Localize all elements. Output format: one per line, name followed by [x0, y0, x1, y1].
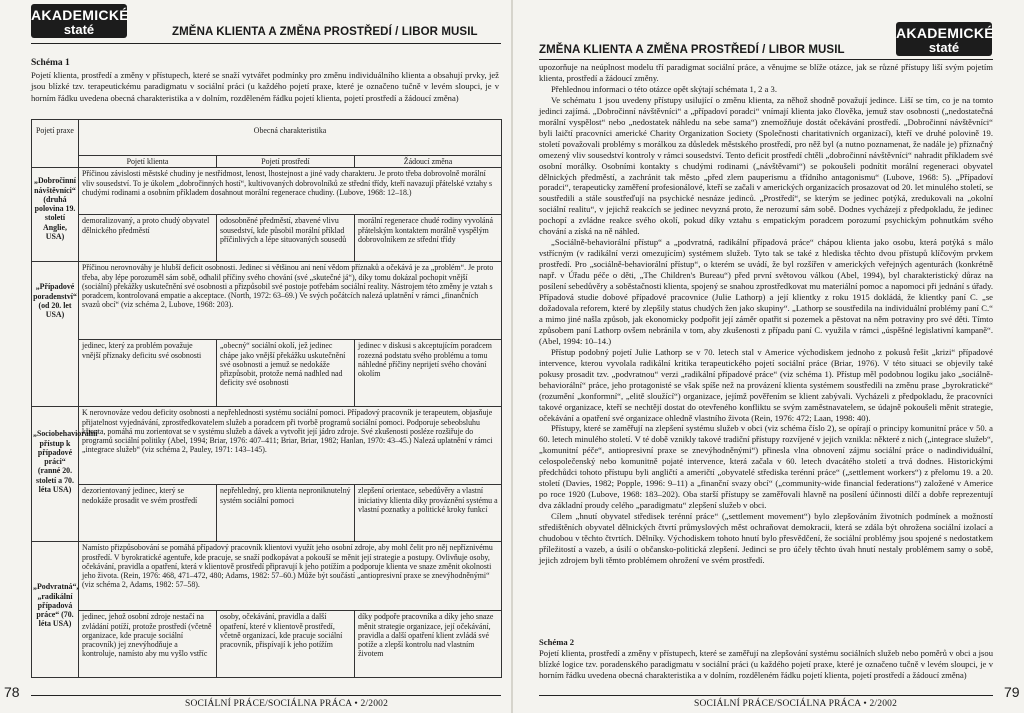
running-head: ZMĚNA KLIENTA A ZMĚNA PROSTŘEDÍ / LIBOR MUSIL	[539, 44, 845, 56]
badge-line-2: staté	[928, 40, 960, 55]
header-client: Pojetí klienta	[79, 156, 217, 168]
page-number: 78	[4, 684, 20, 700]
header-practice: Pojetí praxe	[32, 120, 79, 168]
paragraph: „Sociálně-behaviorální přístup“ a „podvratná, radikální případová práce“ chápou klienta jako osobu, která potýká s málo vstřícným (v radikální verzi omezujícím) systémem služeb. Tyto tak se také z hlediska těchto dvou přístupů klíčovým prvkem prostředí. Pro „sociálně-behaviorální přístup“, o kterém se uvádí, že byl rozšířen v amerických veřejných agenturách (konkrétně např. v Úřadu péče o děti, „The Children's Bureau“) před první světovou válkou (Abel, 1994), byl charakteristický důraz na posílení sebedůvěry a soběstačnosti klienta, spojený se snahou zprostředkovat mu materiální pomoc a napomoci při jednání s úřady. Případová studie dobové případové pracovnice (Julie Lathorp) a její klientky z roku 1915 dokládá, že klientky paní C. „se dožadovala reforem, které by zlepšily status chudých žen jako skupiny“. „Lathorp se soustředila na individuální problémy paní C.“ a mimo jiné našla způsob, jak ekonomicky podpořit její záměr opatřit si pozemek a pěstovat na něm potraviny pro své děti. Tímto způsobem paní Lathorp ovšem nebránila v tom, aby zkušenosti z případu paní C. využila v rámci „úspěšné legislativní kampaně“. (Abel, 1994: 10–14.)	[539, 237, 993, 346]
row-client: demoralizovaný, a proto chudý obyvatel dělnického předměstí	[79, 215, 217, 262]
paragraph: Cílem „hnutí obyvatel středisek terénní práce“ („settlement movement“) bylo zlepšováním životních podmínek a možností středištěních obyvatel dělnických čtvrtí průmyslových měst ochraňovat demokracii, která se zdála být ohrožena sociální izolací a chudobou v těchto čtvrtích. Dělníky. Východiskem tohoto hnutí bylo přesvědčení, že sociální problémy jsou spojené s nedostatkem příležitostí a vazeb, a úsilí o občansko-politická zlepšení. Jedinci se pro účely těchto úvah hnutí nestaly problémem samy o sobě, jejich zdrojem byli těmto problémem ohrožení ve svém prostředí.	[539, 511, 993, 565]
header-rule	[539, 59, 993, 60]
badge-line-2: staté	[63, 22, 95, 37]
row-change: morální regenerace chudé rodiny vyvoláná přátelským kontaktem morálně vyspělým dobrovolníkem ze střední třídy	[355, 215, 502, 262]
paragraph: Ve schématu 1 jsou uvedeny přístupy usilující o změnu klienta, za něhož shodně považují jedince. Liší se tím, co je na tomto jedinci zajímá. „Dobročinní návštěvníci“ a „případoví poradci“ vnímají klienta jako člověka, jemuž stav osobnosti („nedostatečná morální vyspělost“ nebo „nedostatek náhledu na sebe sama“) znemožňuje dostát očekávání prostředí. „Dobročinní návštěvníci“ byli laičtí pracovníci americké Charity Organization Society (Společnosti charitativních organizací), kteří ve druhé polovině 19. století považovali problémy s morálkou za důsledek městského prostředí, pro něž byl (a nutno poznamenat, že nadále je) příznačný omezený vliv sousedství kontroly v rámci sousedství. Tento deficit prostředí chtěli „dobročinní návštěvníci“ nahradit příkladem své osobní morálky. Osobními kontakty s chudými rodinami („návštěvami“) se pokoušeli podnítit morální regeneraci obyvatel dělnických předměstí, a zachránit tak město „před zlem pauperismu a třídního antagonismu“ (Lubove, 1968: 5). „Případoví poradci“, terapeuticky zaměření profesionálové, kteří se začali v amerických organizacích prosazovat od 20. let minulého století, se soustředili a stále soustřeďují na psychické nesnáze jedinců. „Prostředí“, se kterým se jedinec potýká, zredukovali na „okolní sociální realitu“, v jejichž reakcích se jedinec nevyzná proto, že nerozumí sám sobě. Dodnes vycházejí z předpokladu, že jedinec pochopí a zvládne reakce svého okolí, pokud díky vztahu s empatickým poradcem porozumí psychickým pohnutkám svého chování a získá na ně náhled.	[539, 94, 993, 237]
row-change: zlepšení orientace, sebedůvěry a vlastní iniciativy klienta díky prováznění systému a vlastní poznatky a politické kroky funkcí	[355, 485, 502, 542]
header-environment: Pojetí prostředí	[217, 156, 355, 168]
table-row-split	[32, 485, 502, 542]
header-rule	[31, 43, 501, 44]
scheme-title: Schéma 1	[31, 58, 70, 68]
row-label: „Případové poradenství“ (od 20. let USA)	[32, 262, 79, 407]
table-row	[32, 262, 502, 340]
row-label: „Sociobehaviorální přístup k případové práci“ (ranné 20. století a 70. léta USA)	[32, 407, 79, 542]
badge-line-1: AKADEMICKÉ	[31, 7, 129, 23]
paragraph: Přehlednou informaci o této otázce opět skýtají schémata 1, 2 a 3.	[551, 83, 777, 94]
table-header-row	[32, 120, 502, 156]
row-label: „Dobročinní návštěvníci“ (druhá polovina 19. století Anglie, USA)	[32, 168, 79, 262]
row-client: jedinec, jehož osobní zdroje nestačí na zvládání potíží, protože prostředí (včetně organizace, kde pracuje sociální pracovník) jej znevýhodňuje a kontroluje, namísto aby mu vyšlo vstříc	[79, 611, 217, 678]
header-change: Žádoucí změna	[355, 156, 502, 168]
row-environment: odosobněné předměstí, zbavené vlivu sousedství, kde působil morální příklad příčinlivých a lépe situovaných sousedů	[217, 215, 355, 262]
paragraph: upozorňuje na neúplnost modelu tří paradigmat sociální práce, a věnujme se blíže otázce, jak se různé přístupy liší svým pojetím klienta, prostředí a žádoucí změny.	[539, 62, 993, 83]
table-row-split	[32, 215, 502, 262]
row-environment: osoby, očekávání, pravidla a další opatření, které v klientově prostředí, včetně organizací, kde pracuje sociální pracovník, přispívají k jeho potížím	[217, 611, 355, 678]
scheme-2-block	[539, 637, 993, 681]
row-change: jedinec v diskusi s akceptujícím poradcem rozezná podstatu svého problému a tomu náhledné příčiny neprijetí svého chování okolím	[355, 340, 502, 407]
page-number: 79	[1004, 684, 1020, 700]
footer-rule	[31, 695, 501, 696]
article-body	[539, 62, 993, 584]
paragraph: Přístup podobný pojetí Julie Lathorp se v 70. letech stal v Americe východiskem jednoho z pokusů řešit „krizi“ případové intervence, kterou vyvolala radikální kritika terapeutického pojetí sociální práce (Briar, 1976). V této situaci se objevily také pokusy prosadit tzv. „podvratnou“ verzi „radikální případové práce“ (viz schéma 1). Přístup měl podobnou logiku jako „sociálně-behaviorální“ práce, jeho protagonisté se však spíše než na provázení klienta systémem soustředili na změnu prase „byrokratické“ (rozumění „konformní“, „elitě sloužící“) organizace, jejímž pověřením se klient zabývali. Vycházeli z předpokladu, že pracovníci takové organizace, kteří se nechtějí dostat do otevřeného konfliktu se svým zaměstnavatelem, se údajně pokoušeli měnit strategie, očekávání a opatření své organizace ohledně vlastního života (Rein, 1976: 472; Laan, 1998: 40).	[539, 346, 993, 423]
row-general: Příčinou nerovnováhy je hlubší deficit osobnosti. Jedinec si většinou ani není vědom příznaků a očekává je za „problém“. Je proto třeba, aby lépe porozuměl sám sobě, odhalil příčiny svého chování (své „skutečné já“), díky tomu dokázal pochopit vnější (sociální) překážky uskutečnění své osobnosti a přizpůsobil své postoje potřebám sociální reality. Nástrojem této změny je vztah s poradcem, kontrolovaná empatie a akceptace. (North, 1972: 63–69.) Ve svých počátcích nalezá uplatnění v rámci „finančních svazů obcí“ (viz schéma 2, Lubove, 1968: 203).	[79, 262, 502, 340]
row-client: jedinec, který za problém považuje vnější příznaky deficitu své osobnosti	[79, 340, 217, 407]
scheme-caption: Pojetí klienta, prostředí a změny v přístupech, které se snaží vytvářet podmínky pro změnu individuálního klienta a obsahují prvky, jež jsou blízké tzv. terapeutickému paradigmatu v sociální práci (u každého pojetí praxe, které je označeno tučně v levém sloupci, je v horním řádku uvedena obecná charakteristika a v dolním, rozděleném řádku pojetí klienta, pojetí prostředí a žádoucí změna)	[31, 70, 499, 103]
page-footer: SOCIÁLNÍ PRÁCE/SOCIÁLNA PRÁCA • 2/2002	[185, 699, 389, 709]
table-row	[32, 542, 502, 611]
footer-rule	[539, 695, 993, 696]
row-general: Příčinou závislosti městské chudiny je nestřídmost, lenost, lhostejnost a jiné vady charakteru. Je proto třeba dobrovolně morální vliv sousedství. To je úkolem „dobročinných hostí“, kultivovaných dobrovolníků ze střední třídy, kteří navazují přátelské vztahy s chudými rodinami a osobním příkladem dosahnout morální regenerace chudiny. (Lubove, 1968: 12–18.)	[79, 168, 502, 215]
section-badge	[31, 4, 127, 38]
row-general: K nerovnováze vedou deficity osobnosti a nepřehlednosti systému sociální pomoci. Případový pracovník je terapeutem, objasňuje přijatelnost vyjednávání, zprostředkovatelem služeb a poradcem při tvorbě programů sociální pomoci. Podporuje sebeobsluhu klienta, pomáhá mu zorientovat se v systému služeb a dávek a vytvořit její jádro zdroje. Své zkušenosti posléze rozšiřuje do programů sociální politiky (Abel, 1994; Briar, 1976: 407–411; Briar, Briar, 1982; Hanlan, 1970: 43–45.) Nalezá uplatnění v rámci „integrace služeb“ (viz schéma 2, Pauley, 1971: 143–145).	[79, 407, 502, 485]
section-badge	[896, 22, 992, 56]
running-head: ZMĚNA KLIENTA A ZMĚNA PROSTŘEDÍ / LIBOR MUSIL	[172, 26, 478, 38]
paragraph: Přístupy, které se zaměřují na zlepšení systému služeb v obci (viz schéma číslo 2), se opírají o principy komunitní práce v 50. a 60. letech minulého století. V té době vznikly takové tradiční přístupy rozvíjené v jejich vznikla: některé z nich („integrace služeb“, „komunitní péče“, antiopresivní praxe se znevýhodněnými“) přinesla vlna obnovení zájmu sociální práce o nadindividuální, celospolečenský nebo komunitně pojaté intervence, která začala v 60. letech dvacátého století a trvá dodnes. Historickými předchůdci tohoto přístupu byli angličtí a američtí „obyvatelé střediska terénní práce“ („settlement workers“) z přelomu 19. a 20. století (Davies, 1982; Popple, 1996: 9–11) a „finanční svazy obcí“ („community-wide financial federations“) založené v Americe po roce 1920 (Lubove, 1968: 183–202). Oba starší přístupy se zaměřovali hlavně na posílení účinnosti dílčí a dobře reprezentují dva základní proudy celého „paradigmatu“ zlepšení služeb v obci.	[539, 423, 993, 511]
scheme-2-caption: Pojetí klienta, prostředí a změny v přístupech, které se zaměřují na zlepšování systému sociálních služeb nebo poměrů v obci a jsou blízké logice tzv. poradenského paradigmatu v sociální práci (u každého pojetí praxe, které je označeno tučně v levém sloupci, je v horním řádku uvedena obecná charakteristika a v dolním, rozděleném řádku pojetí klienta, pojetí prostředí a žádoucí změna)	[539, 647, 993, 680]
scheme-2-title: Schéma 2	[539, 637, 575, 647]
page-footer: SOCIÁLNÍ PRÁCE/SOCIÁLNA PRÁCA • 2/2002	[694, 699, 898, 709]
table-row	[32, 407, 502, 485]
row-client: dezorientovaný jedinec, který se nedokáže prosadit ve svém prostředí	[79, 485, 217, 542]
row-general: Namísto přizpůsobování se pomáhá případový pracovník klientovi využít jeho osobní zdroje, aby mohl čelit pro něj nepříznivému prostředí. V byrokratické agentuře, kde pracuje, se snaží podkopávat a pokouší se měnit její strategie a postupy. Ovlivňuje osoby, očekávání, pravidla a opatření, která v klientově prostředí připravují k jeho potížím a podporuje klienta ve snaze změnit okolnosti jeho života. (Rein, 1976: 468, 471–472, 480; Adams, 1982: 57–60.) Může být součástí „antiopresivní praxe se znevýhodněnými“ (viz schéma 2, Adams, 1982: 57–58).	[79, 542, 502, 611]
table-row	[32, 168, 502, 215]
row-environment: nepřehledný, pro klienta neproniknutelný systém sociální pomoci	[217, 485, 355, 542]
right-page	[512, 0, 1024, 713]
table-subheader-row	[32, 156, 502, 168]
badge-line-1: AKADEMICKÉ	[896, 25, 994, 41]
row-label: „Podvratná“, „radikální případová práce“ (70. léta USA)	[32, 542, 79, 678]
row-change: díky podpoře pracovníka a díky jeho snaze měnit strategie organizace, její očekávání, pravidla a další opatření klient zvládá své potíže a zlepší kontrolu nad vlastním životem	[355, 611, 502, 678]
scheme-table	[31, 119, 502, 678]
header-general: Obecná charakteristika	[79, 120, 502, 156]
table-row-split	[32, 340, 502, 407]
table-row-split	[32, 611, 502, 678]
row-environment: „obecný“ sociální okolí, jež jedinec chápe jako vnější překážku uskutečnění své osobnosti a jemuž se nedokáže přizpůsobit, protože nemá nadhled nad deficity své osobnosti	[217, 340, 355, 407]
